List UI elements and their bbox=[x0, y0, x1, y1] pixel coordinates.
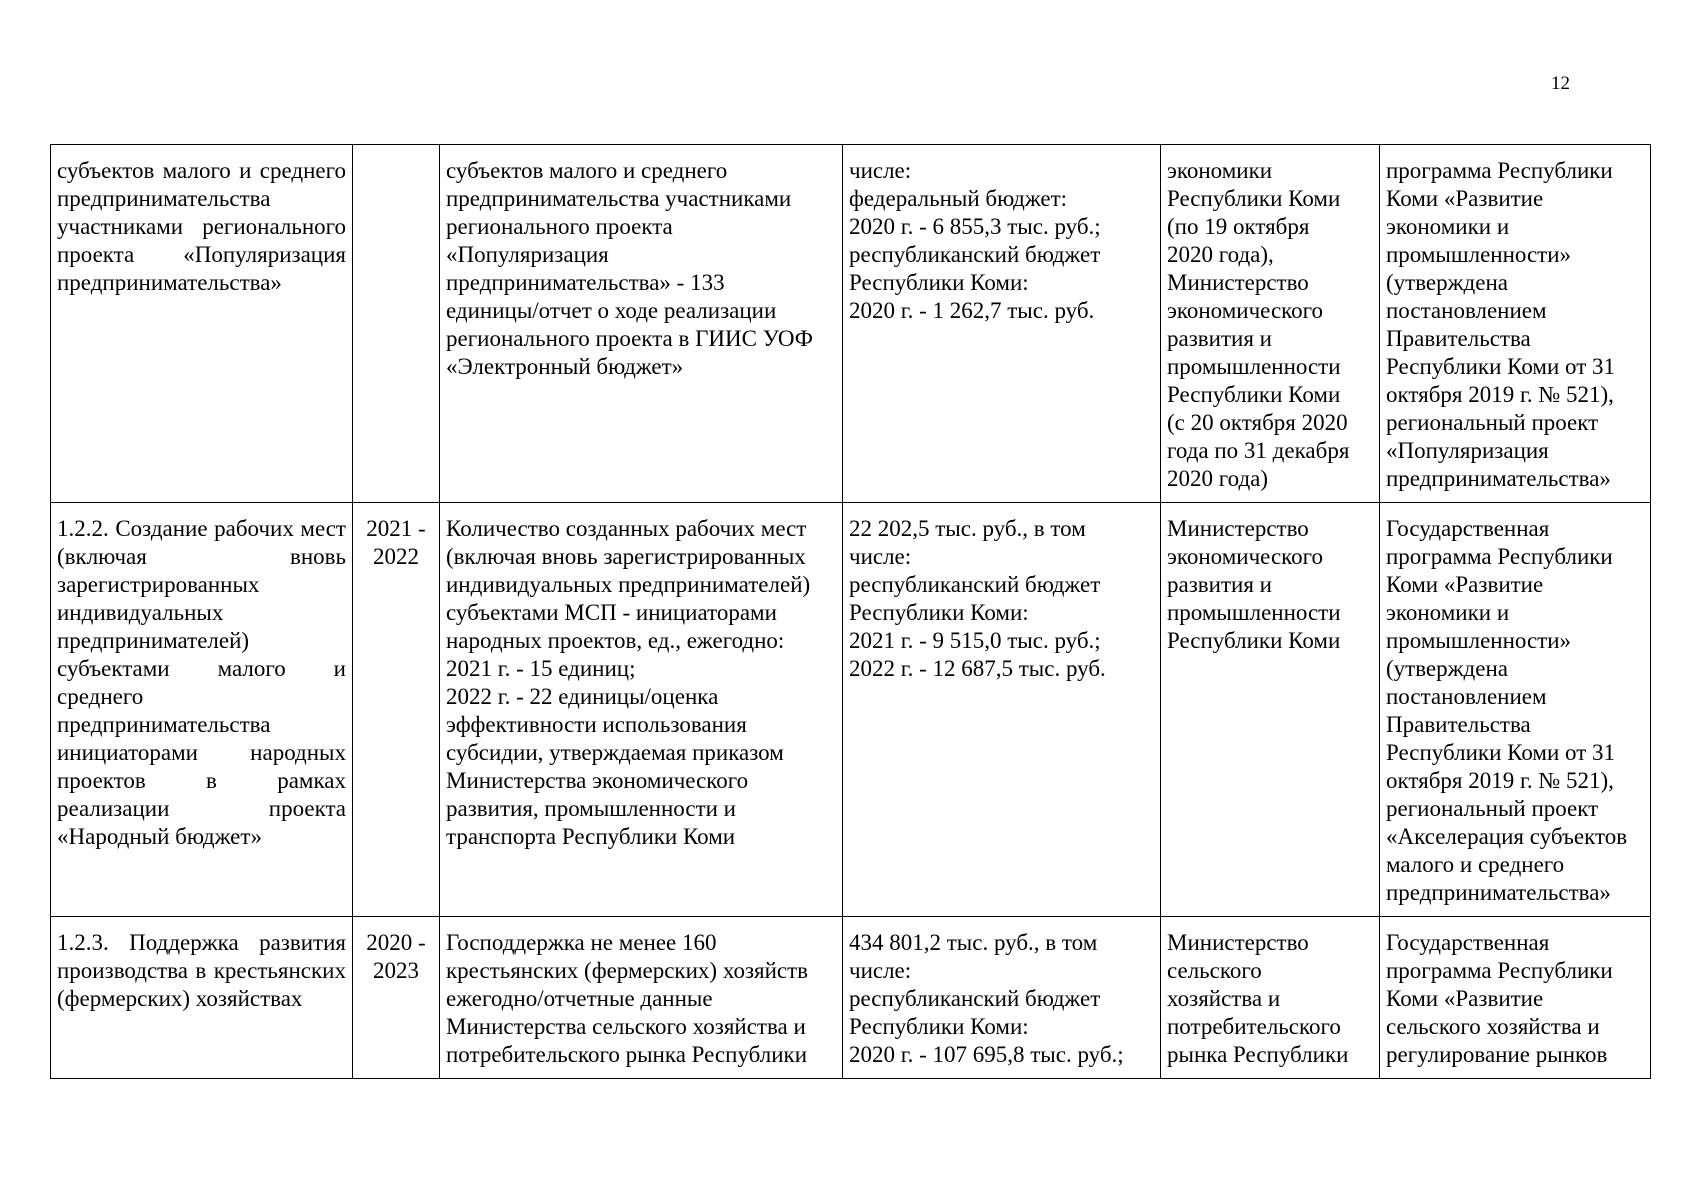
executor-cell: Министерство сельского хозяйства и потребительского рынка Республики bbox=[1161, 917, 1380, 1079]
funding-cell: 434 801,2 тыс. руб., в том числе: республиканский бюджет Республики Коми: 2020 г. - 107 695,8 тыс. руб.; bbox=[843, 917, 1161, 1079]
table-row bbox=[51, 145, 1651, 503]
page-number: 12 bbox=[1551, 73, 1570, 94]
period-cell: 2021 - 2022 bbox=[353, 503, 440, 917]
period-cell: 2020 - 2023 bbox=[353, 917, 440, 1079]
period-cell bbox=[353, 145, 440, 503]
indicator-cell: Количество созданных рабочих мест (включая вновь зарегистрированных индивидуальных предпринимателей) субъектами МСП - инициаторами народных проектов, ед., ежегодно: 2021 г. - 15 единиц; 2022 г. - 22 единицы/оценка эффективности использования субсидии, утверждаемая приказом Министерства экономического развития, промышленности и транспорта Республики Коми bbox=[440, 503, 843, 917]
activity-cell: субъектов малого и среднего предпринимательства участниками регионального проекта «Популяризация предпринимательства» bbox=[51, 145, 353, 503]
program-cell: Государственная программа Республики Коми «Развитие сельского хозяйства и регулирование рынков bbox=[1380, 917, 1651, 1079]
program-cell: программа Республики Коми «Развитие экономики и промышленности» (утверждена постановлением Правительства Республики Коми от 31 октября 2019 г. № 521), региональный проект «Популяризация предпринимательства» bbox=[1380, 145, 1651, 503]
table-row bbox=[51, 503, 1651, 917]
activity-cell: 1.2.2. Создание рабочих мест (включая вновь зарегистрированных индивидуальных предпринимателей) субъектами малого и среднего предпринимательства инициаторами народных проектов в рамках реализации проекта «Народный бюджет» bbox=[51, 503, 353, 917]
indicator-cell: субъектов малого и среднего предпринимательства участниками регионального проекта «Популяризация предпринимательства» - 133 единицы/отчет о ходе реализации регионального проекта в ГИИС УОФ «Электронный бюджет» bbox=[440, 145, 843, 503]
indicator-cell: Господдержка не менее 160 крестьянских (фермерских) хозяйств ежегодно/отчетные данные Министерства сельского хозяйства и потребительского рынка Республики bbox=[440, 917, 843, 1079]
measures-table bbox=[50, 144, 1651, 1079]
activity-cell: 1.2.3. Поддержка развития производства в крестьянских (фермерских) хозяйствах bbox=[51, 917, 353, 1079]
executor-cell: экономики Республики Коми (по 19 октября 2020 года), Министерство экономического развития и промышленности Республики Коми (с 20 октября 2020 года по 31 декабря 2020 года) bbox=[1161, 145, 1380, 503]
funding-cell: числе: федеральный бюджет: 2020 г. - 6 855,3 тыс. руб.; республиканский бюджет Республики Коми: 2020 г. - 1 262,7 тыс. руб. bbox=[843, 145, 1161, 503]
executor-cell: Министерство экономического развития и промышленности Республики Коми bbox=[1161, 503, 1380, 917]
table-row bbox=[51, 917, 1651, 1079]
funding-cell: 22 202,5 тыс. руб., в том числе: республиканский бюджет Республики Коми: 2021 г. - 9 515,0 тыс. руб.; 2022 г. - 12 687,5 тыс. руб. bbox=[843, 503, 1161, 917]
program-cell: Государственная программа Республики Коми «Развитие экономики и промышленности» (утверждена постановлением Правительства Республики Коми от 31 октября 2019 г. № 521), региональный проект «Акселерация субъектов малого и среднего предпринимательства» bbox=[1380, 503, 1651, 917]
